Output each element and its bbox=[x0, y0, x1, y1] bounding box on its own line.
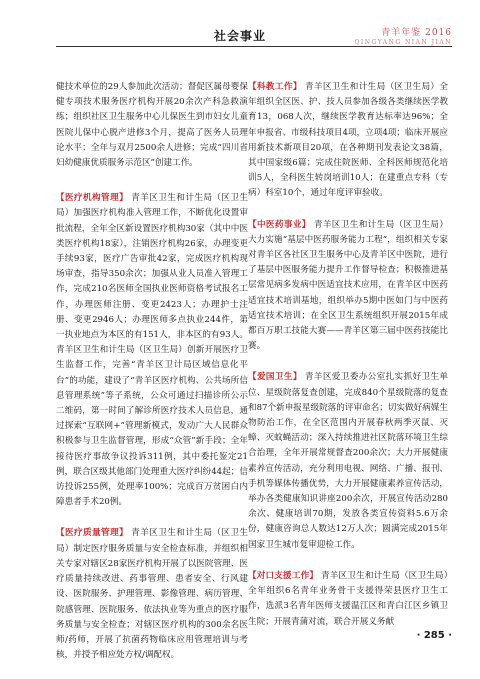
yearbook-title: 青羊年鉴 2016 bbox=[381, 28, 452, 38]
yearbook-pinyin: QINGYANG NIAN JIAN bbox=[354, 39, 452, 46]
section-body: 青羊区卫生和计生局（区卫生局）全年组织6名青年业务骨干支援得荣县医疗卫生工作，选派3名青年医师支援温江区和青白江区乡镇卫生院；开展青蒲对流，联合开展义务献 bbox=[248, 570, 448, 627]
section-tag: 【医疗机构管理】 bbox=[56, 193, 129, 204]
section-counterpart-support bbox=[248, 569, 448, 630]
section-science-education bbox=[248, 80, 448, 202]
header-divider bbox=[56, 46, 452, 47]
section-tag: 【医疗质量管理】 bbox=[56, 528, 129, 539]
section-body: 青羊区爱卫委办公室扎实抓好卫生单位、星级院落复查创建，完成840个星级院落的复查和87个新申报星级院落的评审命名；切实做好病媒生物防治工作，在全区范围内开展春秋两季灭鼠、灭蟑、灭蚊蝇活动；深入持续推进社区院落环境卫生综合治理，全年开展常规督查200余次；大力开展健康素养宣传活动，充分利用电视、网络、广播、报刊、手机等媒体传播优势，大力开展健康素养宣传活动，举办各类健康知识讲座200余次，开展宣传活动280余次、健康培训70期，发放各类宣传资料5.6万余份，健康咨询总人数达12万人次；圆满完成2015年国家卫生城市复审迎检工作。 bbox=[248, 372, 448, 550]
section-body: 青羊区卫生和计生局（区卫生局）加强医疗机构准入管理工作，不断优化设置审批流程，全年全区新设置医疗机构30家（其中中医类医疗机构18家），注销医疗机构26家，办理变更手续93家，医疗广告审批42家，完成医疗机构现场审查，指导350余次；加强从业人员准入管理工作，完成210名医师全国执业医师资格考试报名工作，办理医师注册、变更2423人；办理护士注册、变更2946人；办理医师多点执业244件，第一执业地点为本区的有151人，非本区的有93人。青羊区卫生和计生局（区卫生局）创新开展医疗卫生监督工作，完善“青羊区卫计局区域信息化平台”的功能，建设了“青羊区医疗机构、公共场所信息管理系统”等子系统，公众可通过扫描诊所公示二维码，第一时间了解诊所医疗技术人员信息，通过探索“互联网+”管理新模式，发动广大人民群众积极参与卫生监督管理，形成“众管”新手段；全年接待医疗事故争议投诉311例，其中委托鉴定21例，联合区级其他部门处理重大医疗纠纷44起；信访投诉255例，处理率100%；完成百万贫困白内障患者手术20例。 bbox=[56, 193, 248, 508]
section-body: 青羊区卫生和计生局（区卫生局）全年组织全区医、护、技人员参加各级各类继续医学教育13，068人次，继续医学教育达标率达96%；全年申报省、市级科技项目4项，立项4项；临床开展应用新技术新项目20项，在各种期刊发表论文38篇，其中国家级6篇；完成住院医师、全科医师规范化培训5人，全科医生转岗培训10人；在建重点专科（专病）科室10个，通过年度评审验收。 bbox=[248, 82, 448, 199]
section-medical-institution-management bbox=[56, 191, 248, 510]
section-medical-quality-management bbox=[56, 526, 248, 663]
section-body: 青羊区卫生和计生局（区卫生局）大力实施“基层中医药服务能力工程”，组织相关专家对青羊区各社区卫生服务中心及青羊区中医院，进行了基层中医服务能力提升工作督导检查；积极推进基层常见病多发病中医适宜技术应用，在青羊区中医药适宜技术培训基地，组织举办5期中医如门与中医药适宜技术培训；在全区卫生系统组织开展2015年成都百万职工技能大赛——青羊区第三届中医药技能比赛。 bbox=[248, 219, 448, 352]
section-patriotic-health bbox=[248, 370, 448, 552]
left-column bbox=[56, 80, 248, 679]
page-header-title: 社会事业 bbox=[213, 29, 266, 43]
section-tag: 【中医药事业】 bbox=[248, 219, 311, 230]
section-tag: 【爱国卫生】 bbox=[248, 372, 302, 383]
section-tcm bbox=[248, 218, 448, 355]
section-body: 青羊区卫生和计生局（区卫生局）制定医疗服务质量与安全检查标准，并组织相关专家对辖区28家医疗机构开展了以医院管理、医疗质量持续改进、药事管理、患者安全、行风建设、医院服务、护理管理、影像管理、病历管理、院感管理、医院服务、依法执业等为重点的医疗服务质量与安全检查；对辖区医疗机构的300余名医师/药师，开展了抗菌药物临床应用管理培训与考核，并授予相应处方权/调配权。 bbox=[56, 528, 248, 661]
right-column bbox=[248, 80, 448, 646]
yearbook-header bbox=[355, 25, 452, 46]
continued-paragraph: 健技术单位的29人参加此次活动；督促区属母婴保健专项技术服务医疗机构开展20余次产科急救演练；组织社区卫生服务中心儿保医生到市妇女儿童医院儿保中心脱产进修3个月，提高了医务人员理论水平；全年与双月2500余人进修；完成“四川省妇幼健康优质服务示范区”创建工作。 bbox=[56, 82, 248, 169]
page-number: · 285 · bbox=[416, 630, 452, 641]
section-tag: 【对口支援工作】 bbox=[248, 570, 319, 581]
section-tag: 【科教工作】 bbox=[248, 82, 302, 92]
